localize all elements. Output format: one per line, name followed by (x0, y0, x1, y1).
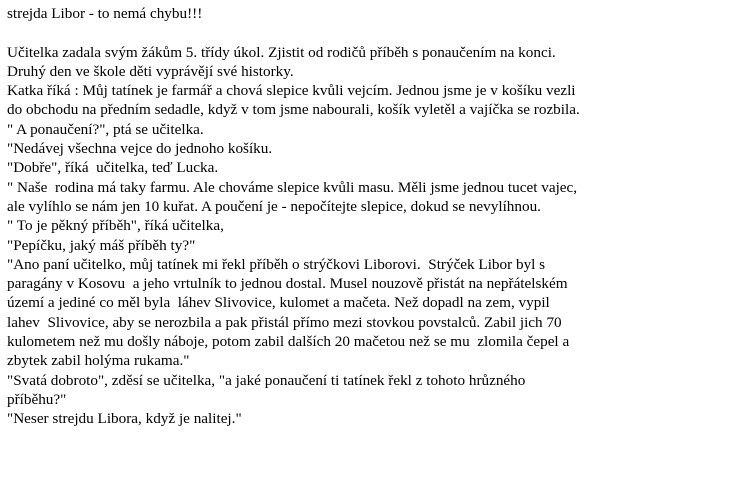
blank-line (7, 23, 747, 42)
text-line: "Neser strejdu Libora, když je nalitej." (7, 410, 242, 428)
text-line: do obchodu na předním sedadle, když v tom jsme nabourali, košík vyletěl a vajíčka se rozbila. (7, 101, 580, 119)
text-line: kulometem než mu došly náboje, potom zabil dalších 20 mačetou než se mu zlomila čepel a (7, 333, 570, 351)
text-line: paragány v Kosovu a jeho vrtulník to jednou dostal. Musel nouzově přistát na nepřátelském (7, 275, 568, 293)
text-line: "Nedávej všechna vejce do jednoho košíku. (7, 140, 273, 158)
document-body (7, 4, 747, 429)
text-line: Druhý den ve škole děti vyprávějí své historky. (7, 62, 294, 80)
text-line: zbytek zabil holýma rukama." (7, 352, 190, 370)
text-line: " Naše rodina má taky farmu. Ale chováme slepice kvůli masu. Měli jsme jednou tucet vajec, (7, 178, 578, 196)
text-line: lahev Slivovice, aby se nerozbila a pak přistál přímo mezi stovkou povstalců. Zabil jich 70 (7, 313, 562, 331)
text-line: "Pepíčku, jaký máš příběh ty?" (7, 236, 196, 254)
text-line: " To je pěkný příběh", říká učitelka, (7, 217, 224, 235)
text-line: území a jediné co měl byla láhev Slivovice, kulomet a mačeta. Než dopadl na zem, vypil (7, 294, 550, 312)
text-line: "Ano paní učitelko, můj tatínek mi řekl příběh o strýčkovi Liborovi. Strýček Libor byl s (7, 255, 546, 273)
text-line: "Svatá dobroto", zděsí se učitelka, "a jaké ponaučení ti tatínek řekl z tohoto hrůzného (7, 371, 526, 389)
text-line: příběhu?" (7, 390, 67, 408)
text-line: "Dobře", říká učitelka, teď Lucka. (7, 159, 219, 177)
title-line: strejda Libor - to nemá chybu!!! (7, 5, 203, 22)
text-line: Učitelka zadala svým žákům 5. třídy úkol. Zjistit od rodičů příběh s ponaučením na konci. (7, 43, 556, 61)
text-line: ale vylíhlo se nám jen 10 kuřat. A poučení je - nepočítejte slepice, dokud se nevylíhnou. (7, 197, 541, 215)
text-line: Katka říká : Můj tatínek je farmář a chová slepice kvůli vejcím. Jednou jsme je v košíku vezli (7, 82, 576, 100)
text-line: " A ponaučení?", ptá se učitelka. (7, 120, 204, 138)
